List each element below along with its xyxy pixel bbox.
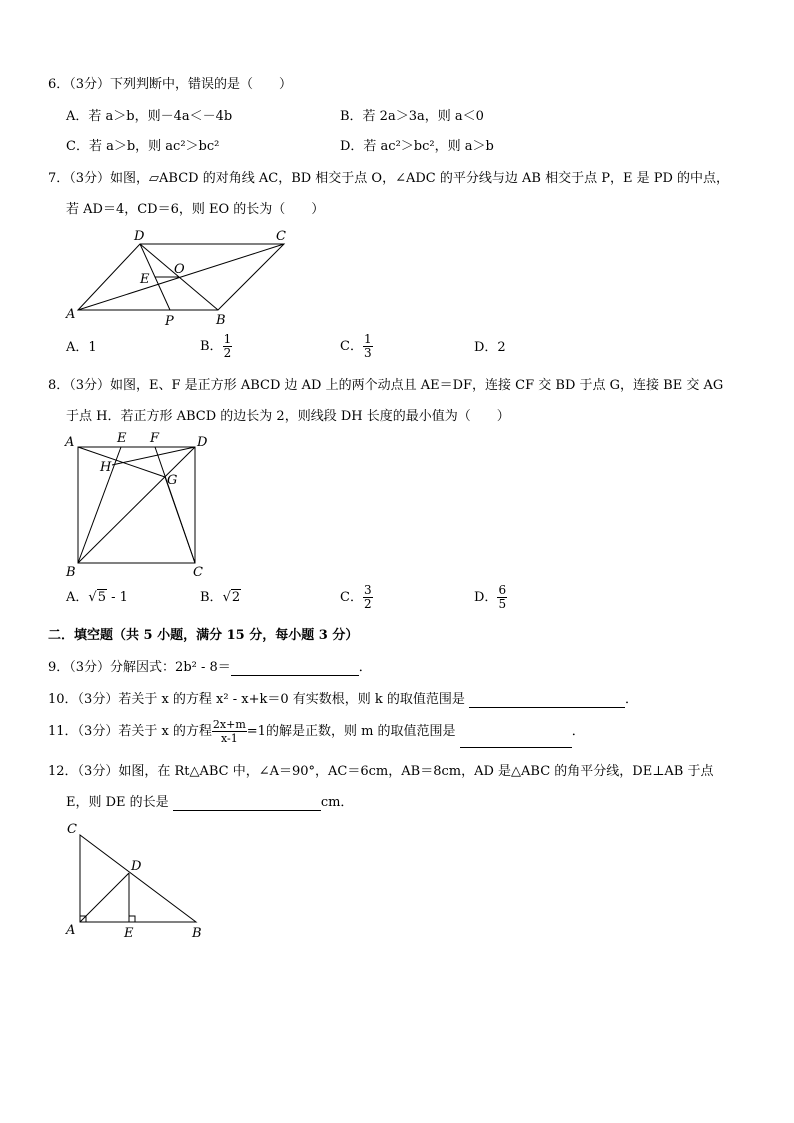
q7-stem-line2: 若 AD＝4，CD＝6，则 EO 的长为（ ）: [66, 202, 325, 217]
q7-option-d: D．2: [474, 340, 506, 355]
q12-stem-line1: 12．（3分）如图，在 Rt△ABC 中，∠A＝90°，AC＝6cm，AB＝8cm，AD 是△ABC 的角平分线，DE⊥AB 于点: [48, 764, 714, 779]
q8-label-g: G: [167, 473, 178, 488]
sqrt-sign: √: [222, 590, 231, 605]
q6-option-d: D．若 ac²＞bc²，则 a＞b: [340, 139, 494, 154]
q6-stem: 6．（3分）下列判断中，错误的是（ ）: [48, 77, 293, 92]
fraction: $\frac{3}{2}$: [363, 583, 372, 611]
q8-label-d: D: [197, 435, 208, 450]
q7-label-d: D: [134, 229, 145, 244]
q8-stem-line1: 8．（3分）如图，E、F 是正方形 ABCD 边 AD 上的两个动点且 AE＝DF，连接 CF 交 BD 于点 G，连接 BE 交 AG: [48, 378, 724, 393]
q8-option-a: A．√5 - 1: [66, 590, 128, 605]
sqrt-sign: √: [88, 590, 97, 605]
q7-stem-line1: 7．（3分）如图，▱ABCD 的对角线 AC，BD 相交于点 O，∠ADC 的平分线与边 AB 相交于点 P，E 是 PD 的中点，: [48, 171, 730, 186]
q6-option-c: C．若 a＞b，则 ac²＞bc²: [66, 139, 220, 154]
q6-option-b: B．若 2a＞3a，则 a＜0: [340, 109, 484, 124]
q12-label-e: E: [124, 926, 134, 941]
q8-label-h: H: [100, 460, 112, 475]
q12-stem-line2: E，则 DE 的长是 cm．: [66, 795, 354, 810]
q7-label-e: E: [140, 272, 150, 287]
q8-stem-line2: 于点 H．若正方形 ABCD 的边长为 2，则线段 DH 长度的最小值为（ ）: [66, 409, 510, 424]
q8-label-c: C: [193, 565, 203, 580]
q12-label-b: B: [192, 926, 202, 941]
q7-label-b: B: [216, 313, 226, 328]
q7-label-p: P: [165, 314, 174, 329]
fraction: $\frac{6}{5}$: [498, 583, 507, 611]
fraction: $\frac{1}{3}$: [363, 332, 372, 360]
q8-label-f: F: [150, 431, 160, 446]
q10: 10．（3分）若关于 x 的方程 x² - x+k＝0 有实数根，则 k 的取值范围是 ．: [48, 692, 639, 707]
q8-option-b: B．√2: [200, 590, 241, 605]
fraction: $\frac{2x+m}{x-1}$: [212, 718, 246, 745]
q8-label-e: E: [117, 431, 127, 446]
q7-label-o: O: [174, 262, 185, 277]
q7-option-c: C． $\frac{1}{3}$: [340, 332, 372, 360]
q12-label-c: C: [67, 822, 77, 837]
q8-option-d: D． $\frac{6}{5}$: [474, 583, 507, 611]
q9: 9．（3分）分解因式：2b² - 8＝ ．: [48, 660, 372, 675]
q7-option-b: B． $\frac{1}{2}$: [200, 332, 232, 360]
fraction: $\frac{1}{2}$: [223, 332, 232, 360]
q7-label-a: A: [66, 307, 76, 322]
q12-label-d: D: [131, 859, 142, 874]
q7-option-a: A．1: [66, 340, 97, 355]
q7-label-c: C: [276, 229, 286, 244]
q8-label-a: A: [65, 435, 75, 450]
q6-option-a: A．若 a＞b，则－4a＜－4b: [66, 109, 233, 124]
q8-option-c: C． $\frac{3}{2}$: [340, 583, 372, 611]
q8-label-b: B: [66, 565, 76, 580]
q11: 11．（3分）若关于 x 的方程 $\frac{2x+m}{x-1}$ =1的解是正数，则 m 的取值范围是 ．: [48, 716, 585, 748]
section-heading: 二．填空题（共 5 小题，满分 15 分，每小题 3 分）: [48, 628, 359, 643]
q12-label-a: A: [66, 923, 76, 938]
